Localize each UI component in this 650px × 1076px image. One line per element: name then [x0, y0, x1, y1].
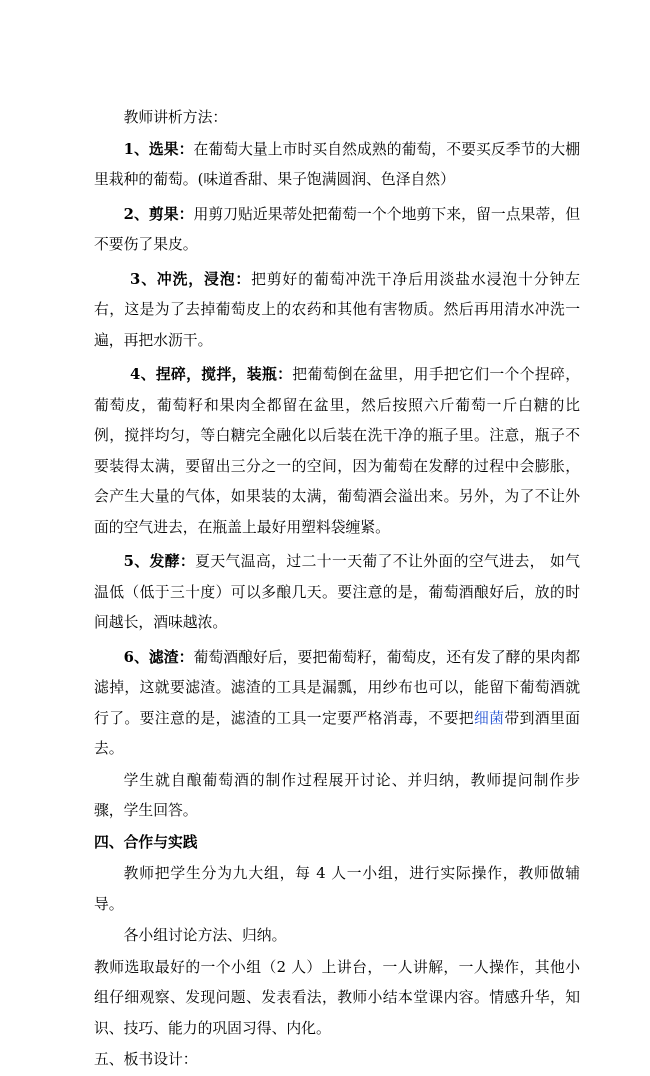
step-term: 2、剪果：	[123, 205, 194, 223]
step-term: 3、冲洗，浸泡：	[130, 270, 252, 288]
summary-paragraph: 学生就自酿葡萄酒的制作过程展开讨论、并归纳，教师提问制作步骤，学生回答。	[94, 771, 580, 819]
document-body	[94, 103, 580, 1076]
section-4-paragraph-3: 教师选取最好的一个小组（2 人）上讲台，一人讲解，一人操作，其他小组仔细观察、发现问题、发表看法，教师小结本堂课内容。情感升华，知识、技巧、能力的巩固习得、内化。	[94, 958, 580, 1037]
step-term: 6、滤渣：	[123, 648, 194, 666]
step-text: 用剪刀贴近果蒂处把葡萄一个个地剪下来，留一点果蒂，但不要伤了果皮。	[94, 205, 580, 253]
step-term: 1、选果：	[123, 140, 194, 158]
step-text: 带到酒里面去。	[94, 709, 580, 757]
section-4-paragraph-2: 各小组讨论方法、归纳。	[123, 927, 287, 944]
step-crush-mix-bottle	[94, 360, 580, 543]
step-wash-soak	[94, 265, 580, 357]
step-term: 4、捏碎，搅拌，装瓶：	[130, 366, 293, 383]
section-5-title: 五、板书设计：	[94, 1051, 198, 1068]
section-4-paragraph-1: 教师把学生分为九大组，每 4 人一小组，进行实际操作，教师做辅导。	[94, 865, 580, 913]
step-text: 葡萄酒酿好后，要把葡萄籽，葡萄皮，还有发了酵的果肉都滤掉，这就要滤渣。滤渣的工具是漏瓢，用纱布也可以，能留下葡萄酒就行了。要注意的是，滤渣的工具一定要严格消毒，不要把	[94, 648, 580, 727]
step-text: 把葡萄倒在盆里，用手把它们一个个捏碎，葡萄皮，葡萄籽和果肉全都留在盆里，然后按照六斤葡萄一斤白糖的比例，搅拌均匀，等白糖完全融化以后装在洗干净的瓶子里。注意，瓶子不要装得太满，要留出三分之一的空间，因为葡萄在发酵的过程中会膨胀，会产生大量的气体，如果装的太满，葡萄酒会溢出来。另外，为了不让外面的空气进去，在瓶盖上最好用塑料袋缠紧。	[94, 366, 580, 536]
step-filter	[94, 643, 580, 765]
step-ferment	[94, 547, 580, 639]
bacteria-link[interactable]: 细菌	[473, 709, 505, 727]
step-text: 在葡萄大量上市时买自然成熟的葡萄，不要买反季节的大棚里栽种的葡萄。(味道香甜、果子饱满圆润、色泽自然）	[94, 140, 580, 188]
intro-line: 教师讲析方法：	[123, 109, 228, 126]
step-text: 夏天气温高，过二十一天葡了不让外面的空气进去， 如气温低（低于三十度）可以多酿几天。要注意的是，葡萄酒酿好后，放的时间越长，酒味越浓。	[94, 553, 580, 631]
section-4-title: 四、合作与实践	[94, 833, 198, 851]
step-term: 5、发酵：	[123, 553, 196, 570]
step-cut-fruit	[94, 200, 580, 261]
step-text: 把剪好的葡萄冲洗干净后用淡盐水浸泡十分钟左右，这是为了去掉葡萄皮上的农药和其他有害物质。然后再用清水冲洗一遍，再把水沥干。	[94, 270, 580, 349]
step-select-fruit	[94, 135, 580, 196]
